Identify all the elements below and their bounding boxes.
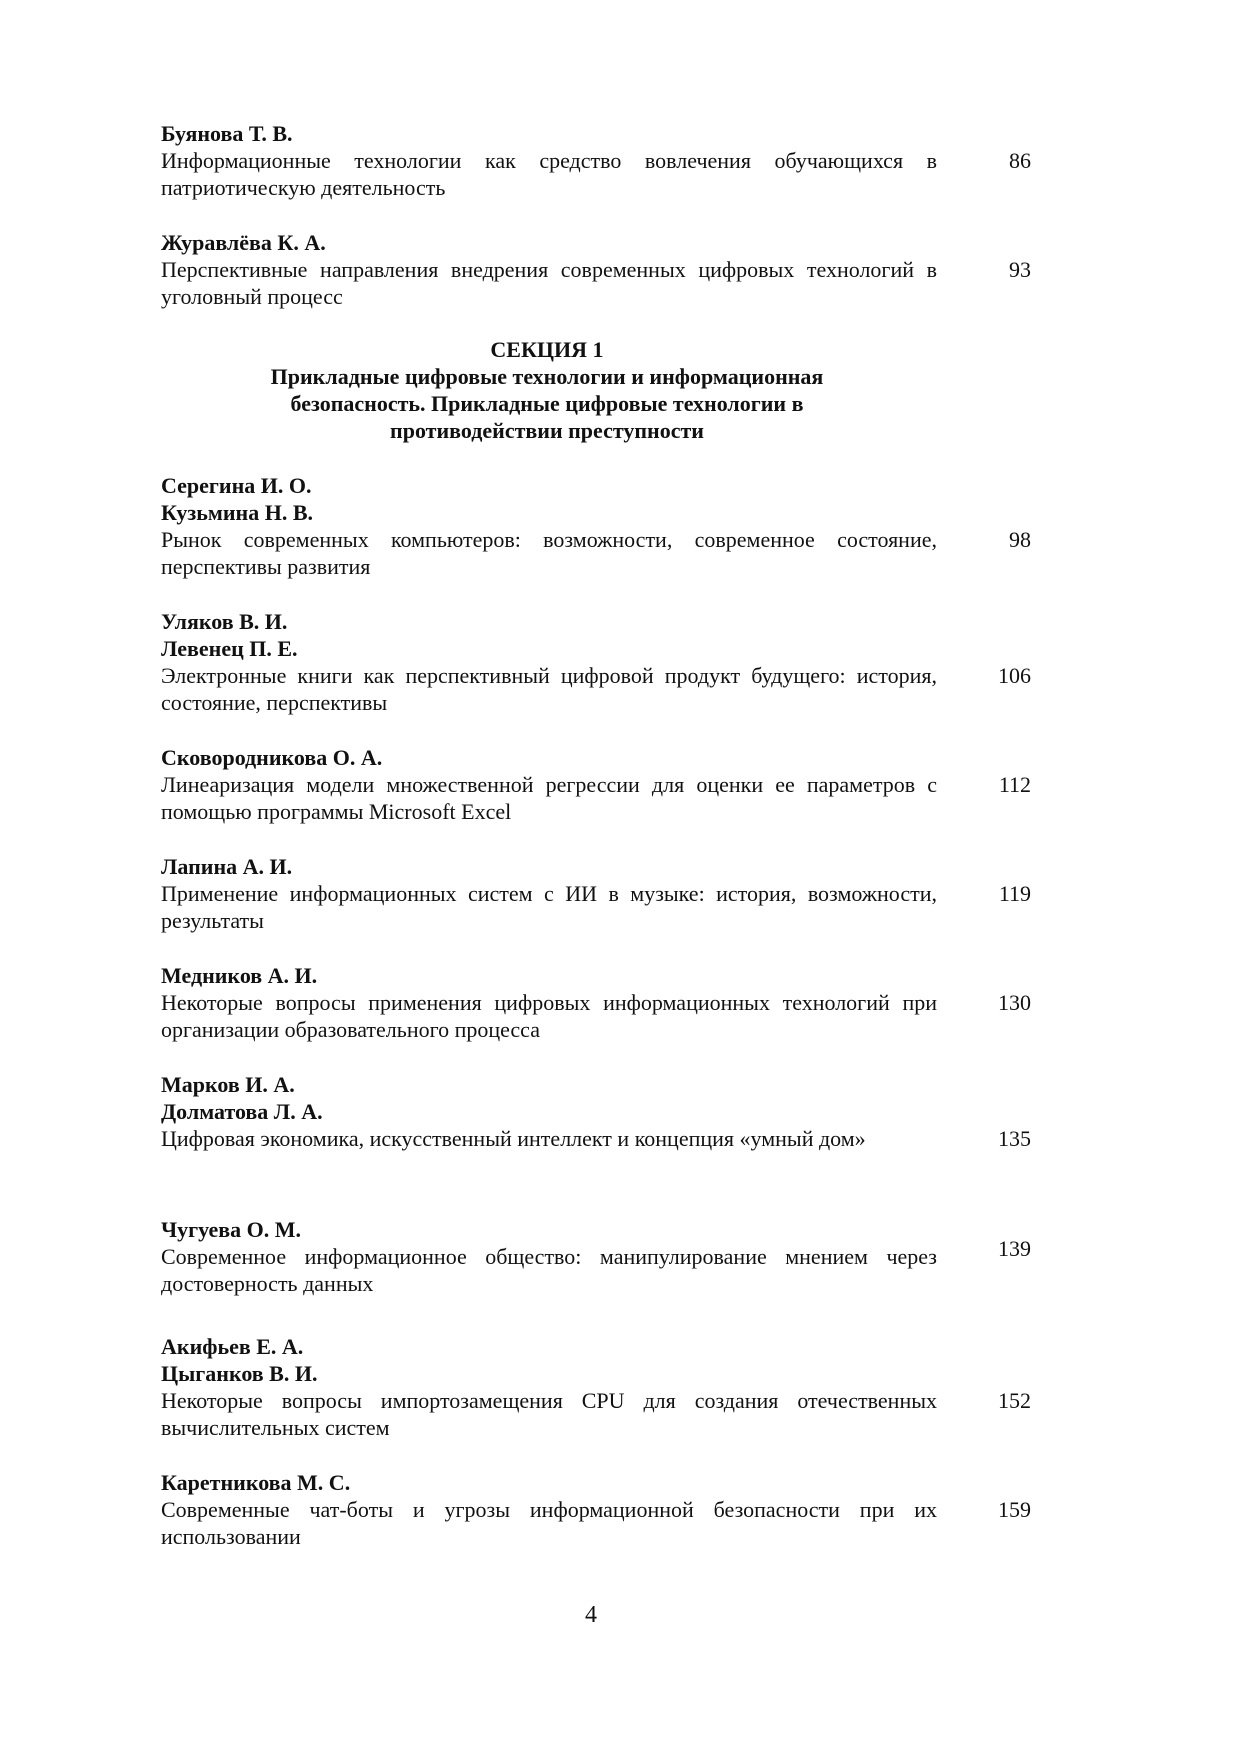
entry-title: Электронные книги как перспективный цифровой продукт будущего: история, состояние, перспективы [161,663,937,715]
toc-entry [161,120,1031,201]
entry-page-number: 106 [998,663,1031,688]
entry-author: Буянова Т. В. [161,121,293,146]
entry-author: Кузьмина Н. В. [161,500,314,525]
entry-author: Журавлёва К. А. [161,230,326,255]
toc-entry [161,1333,1031,1441]
section-title: СЕКЦИЯ 1 [490,337,604,362]
entry-page-number: 135 [998,1126,1031,1151]
section-subtitle-line: безопасность. Прикладные цифровые технологии в [290,391,804,416]
toc-entry [161,1071,1031,1152]
toc-entry [161,853,1031,934]
entry-title: Некоторые вопросы применения цифровых информационных технологий при организации образовательного процесса [161,990,937,1042]
entry-title: Рынок современных компьютеров: возможности, современное состояние, перспективы развития [161,527,937,579]
entry-author: Медников А. И. [161,963,318,988]
entry-title: Современное информационное общество: манипулирование мнением через достоверность данных [161,1244,937,1296]
section-subtitle-line: противодействии преступности [390,418,704,443]
entry-author: Лапина А. И. [161,854,293,879]
entry-author: Сковородникова О. А. [161,745,383,770]
toc-entry [161,608,1031,716]
entry-author: Акифьев Е. А. [161,1334,304,1359]
toc-entry [161,472,1031,580]
entry-title: Современные чат-боты и угрозы информационной безопасности при их использовании [161,1497,937,1549]
entry-title: Применение информационных систем с ИИ в музыке: история, возможности, результаты [161,881,937,933]
section-subtitle-line: Прикладные цифровые технологии и информационная [270,364,824,389]
entry-title: Информационные технологии как средство вовлечения обучающихся в патриотическую деятельность [161,148,937,200]
entry-page-number: 159 [998,1497,1031,1522]
toc-entry [161,962,1031,1043]
entry-author: Каретникова М. С. [161,1470,351,1495]
entry-title: Цифровая экономика, искусственный интеллект и концепция «умный дом» [161,1126,866,1151]
entry-author: Цыганков В. И. [161,1361,318,1386]
page-number: 4 [585,1602,597,1628]
entry-title: Линеаризация модели множественной регрессии для оценки ее параметров с помощью программы Microsoft Excel [161,772,937,824]
entry-author: Чугуева О. М. [161,1217,301,1242]
entry-author: Долматова Л. А. [161,1099,323,1124]
entry-title: Некоторые вопросы импортозамещения CPU для создания отечественных вычислительных систем [161,1388,937,1440]
entry-page-number: 130 [998,990,1031,1015]
toc-entry [161,229,1031,310]
entry-page-number: 119 [998,881,1031,906]
entry-author: Серегина И. О. [161,473,312,498]
entry-author: Уляков В. И. [161,609,288,634]
entry-page-number: 93 [1009,257,1031,282]
entry-author: Левенец П. Е. [161,636,298,661]
entry-page-number: 98 [1009,527,1031,552]
entry-page-number: 86 [1009,148,1031,173]
section-heading [161,336,933,444]
entry-title: Перспективные направления внедрения современных цифровых технологий в уголовный процесс [161,257,937,309]
entry-page-number: 139 [998,1236,1031,1261]
entry-page-number: 152 [998,1388,1031,1413]
toc-entry [161,1469,1031,1550]
entry-page-number: 112 [998,772,1031,797]
toc-entry [161,744,1031,825]
toc-entry [161,1216,1031,1297]
entry-author: Марков И. А. [161,1072,295,1097]
